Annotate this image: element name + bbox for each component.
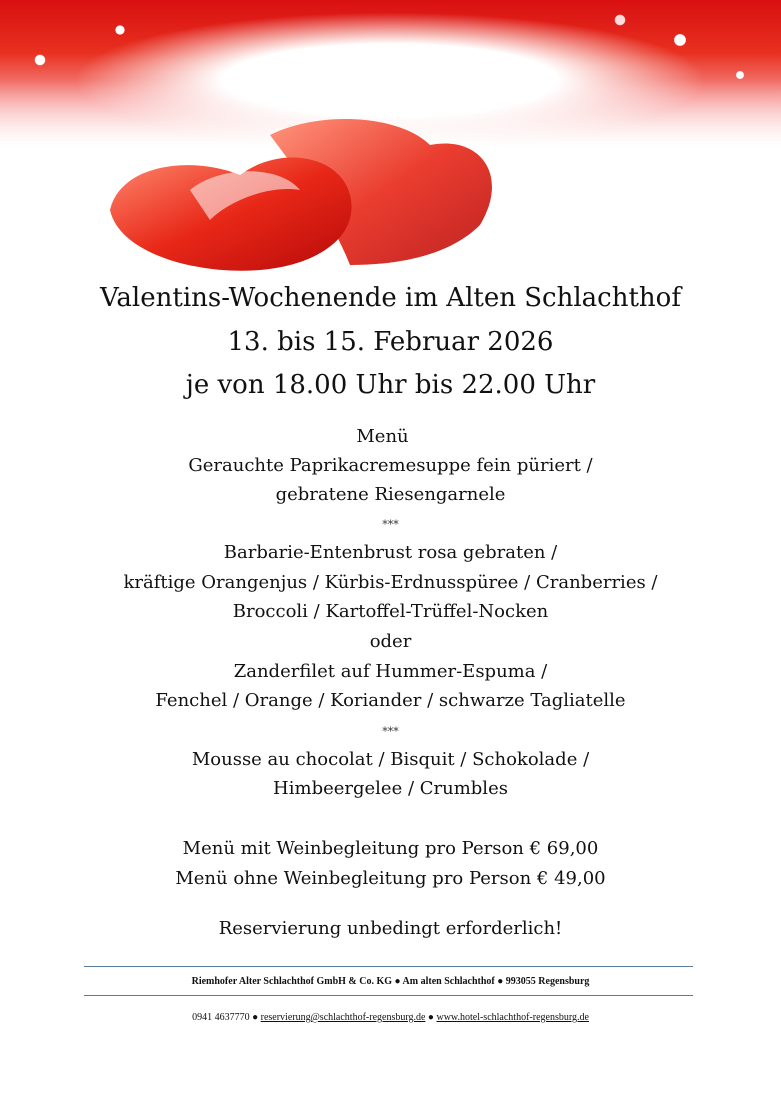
footer-separator: ●: [427, 1012, 434, 1023]
menu-line: Broccoli / Kartoffel-Trüffel-Nocken: [232, 601, 549, 622]
menu-line-oder: oder: [369, 631, 412, 652]
event-dates: 13. bis 15. Februar 2026: [227, 327, 554, 357]
menu-line: Fenchel / Orange / Koriander / schwarze Tagliatelle: [155, 690, 626, 711]
event-times: je von 18.00 Uhr bis 22.00 Uhr: [185, 370, 596, 400]
footer-company: Riemhofer Alter Schlachthof GmbH & Co. KG ● Am alten Schlachthof ● 993055 Regensburg: [191, 976, 590, 987]
menu-heading: Menü: [356, 426, 409, 447]
website-link[interactable]: www.hotel-schlachthof-regensburg.de: [436, 1012, 589, 1023]
menu-line: Barbarie-Entenbrust rosa gebraten /: [223, 542, 558, 563]
footer-divider-bottom: [84, 995, 693, 996]
menu-line: Gerauchte Paprikacremesuppe fein püriert /: [188, 455, 593, 476]
menu-line: Zanderfilet auf Hummer-Espuma /: [233, 661, 548, 682]
menu-line: Mousse au chocolat / Bisquit / Schokolade /: [191, 749, 590, 770]
menu-line: kräftige Orangenjus / Kürbis-Erdnusspüree / Cranberries /: [123, 572, 658, 593]
price-without-wine: Menü ohne Weinbegleitung pro Person € 49,00: [175, 868, 606, 889]
footer-contact: [0, 1012, 781, 1023]
email-link[interactable]: reservierung@schlachthof-regensburg.de: [260, 1012, 426, 1023]
reservation-note: Reservierung unbedingt erforderlich!: [218, 918, 563, 939]
hearts-image: [100, 115, 510, 280]
menu-separator: ***: [382, 725, 399, 738]
footer-divider-top: [84, 966, 693, 967]
menu-line: gebratene Riesengarnele: [275, 484, 506, 505]
footer-phone: 0941 4637770 ●: [192, 1012, 259, 1023]
menu-line: Himbeergelee / Crumbles: [273, 778, 508, 799]
event-title: Valentins-Wochenende im Alten Schlachthof: [100, 283, 681, 313]
menu-separator: ***: [382, 518, 399, 531]
price-with-wine: Menü mit Weinbegleitung pro Person € 69,00: [182, 838, 599, 859]
